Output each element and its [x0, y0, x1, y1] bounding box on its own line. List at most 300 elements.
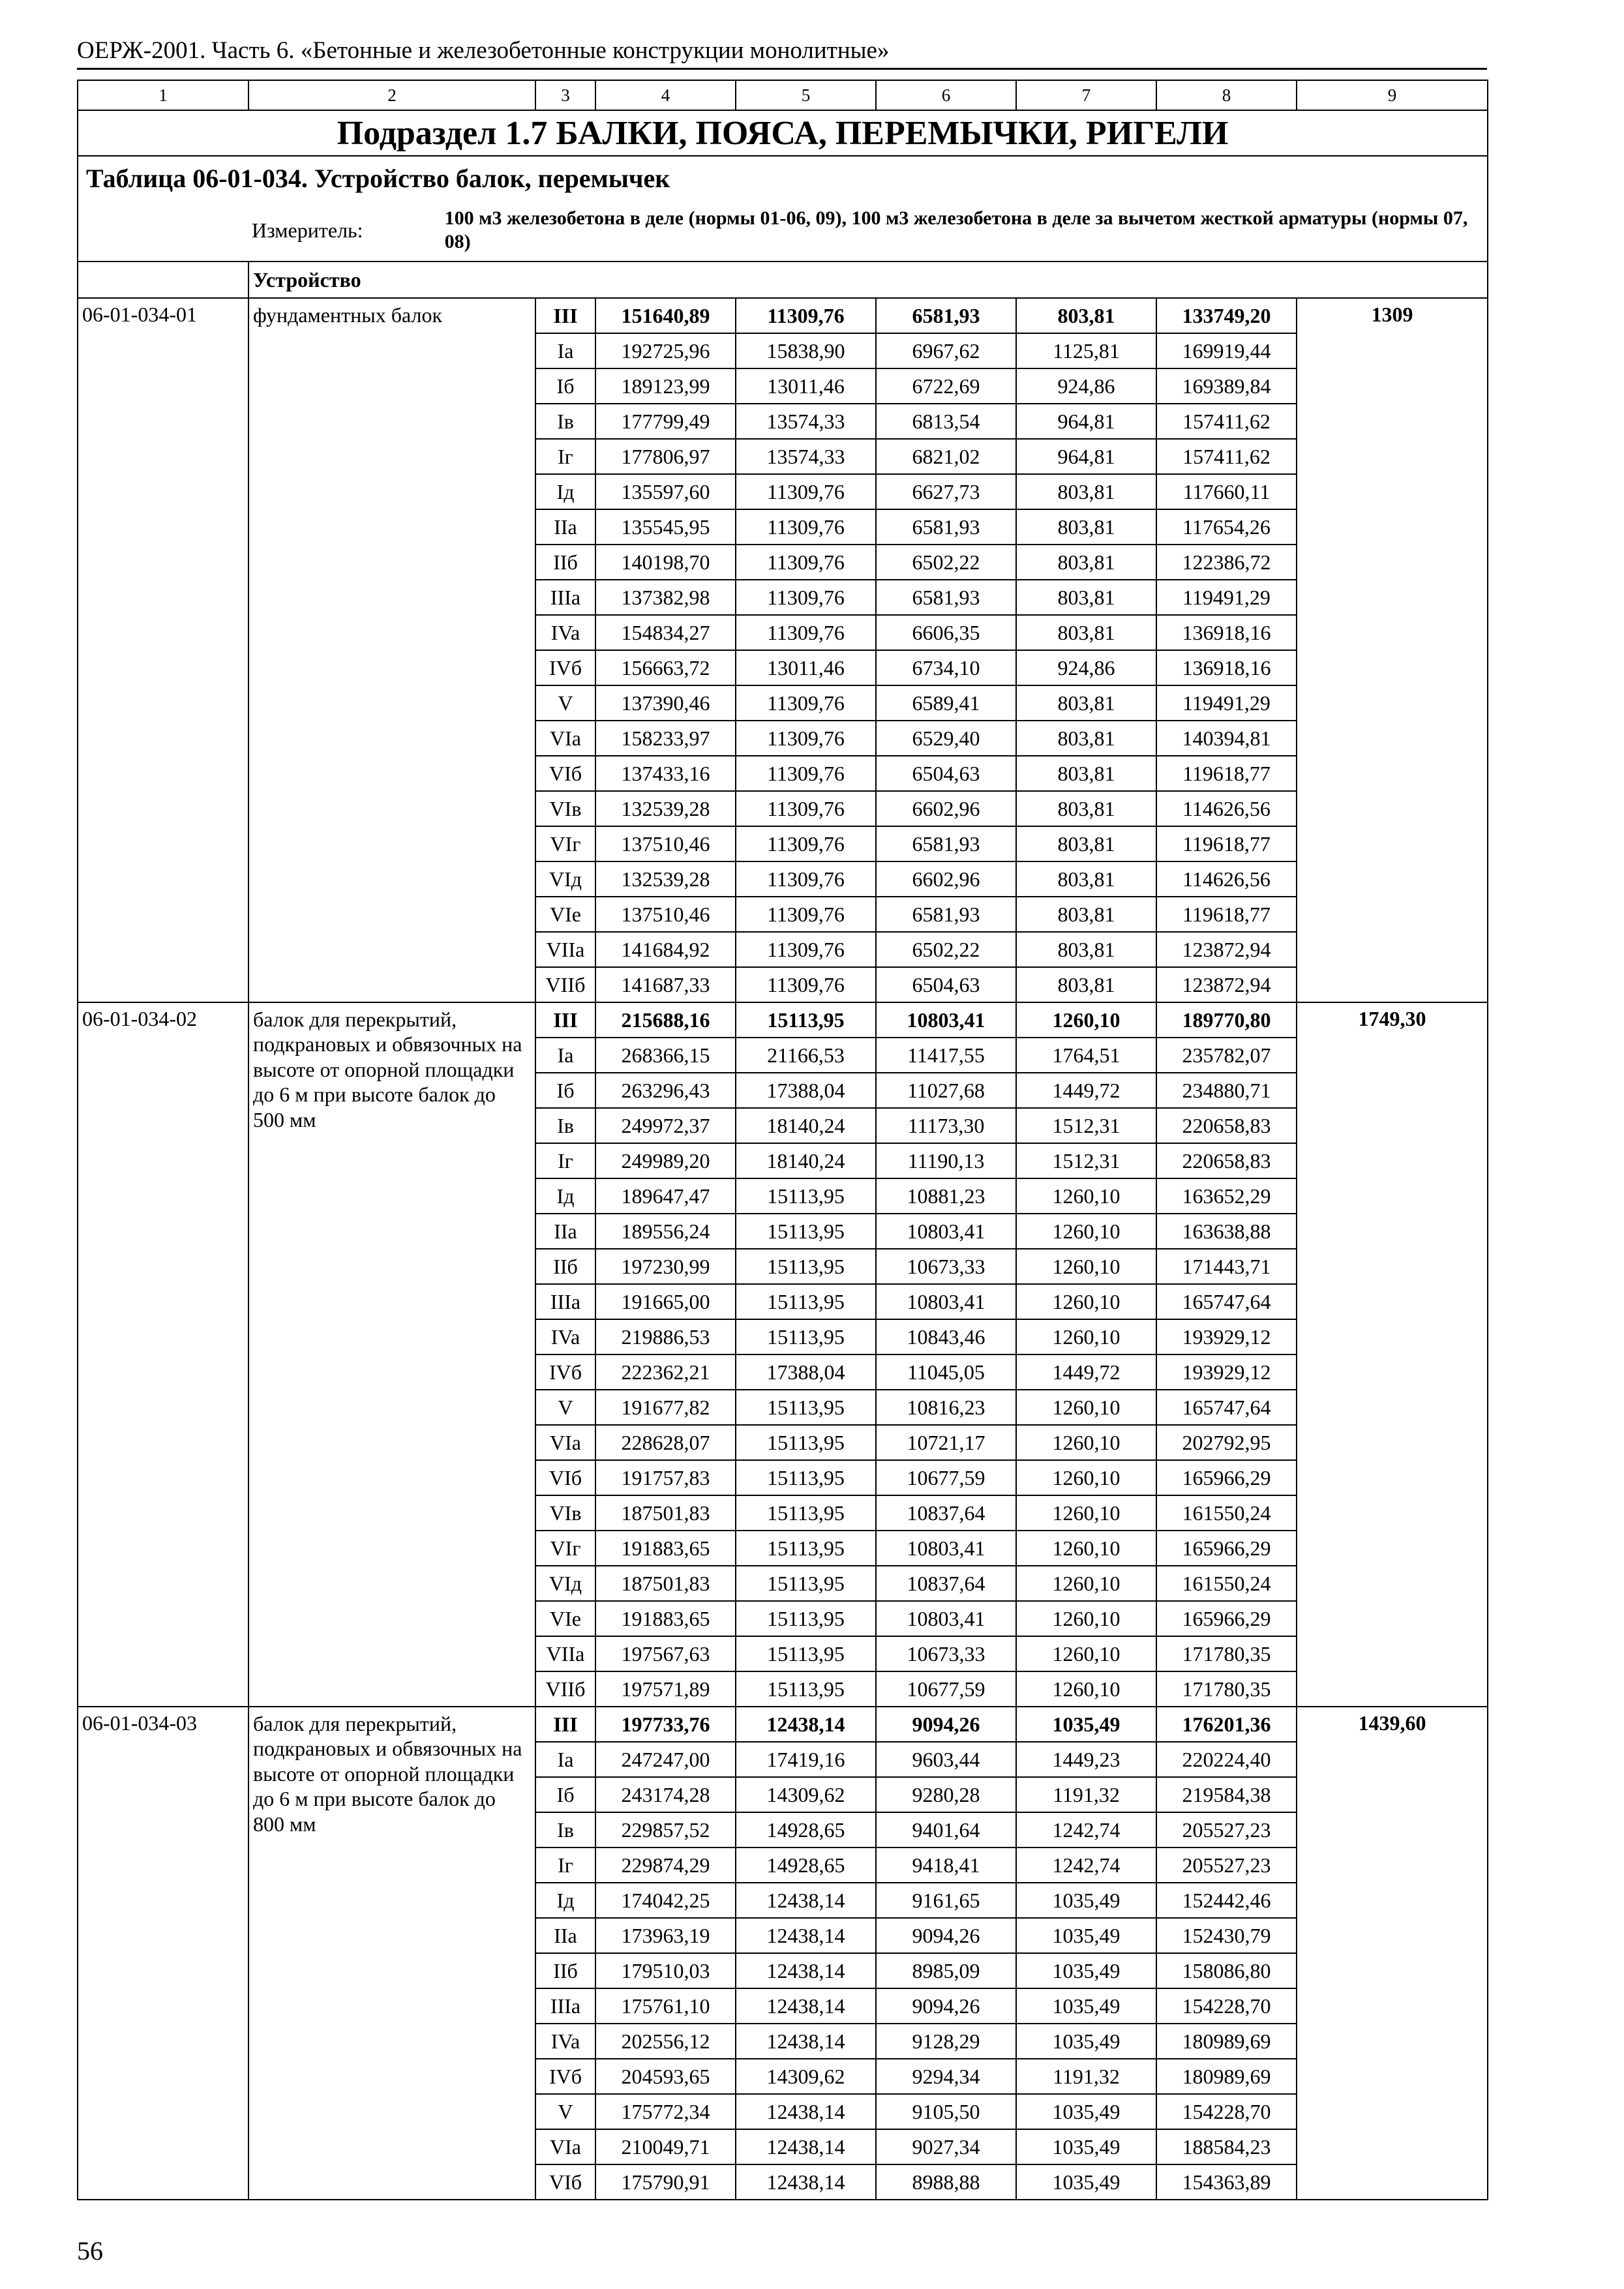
price-cell: 11045,05 [876, 1354, 1016, 1390]
price-cell: 803,81 [1016, 298, 1156, 333]
price-cell: 803,81 [1016, 932, 1156, 967]
price-cell: 141687,33 [595, 967, 736, 1002]
zone-category: VIб [535, 1460, 595, 1495]
zone-category: VIв [535, 791, 595, 826]
price-cell: 15113,95 [736, 1495, 876, 1531]
price-cell: 15113,95 [736, 1390, 876, 1425]
price-cell: 803,81 [1016, 791, 1156, 826]
price-cell: 191883,65 [595, 1601, 736, 1636]
zone-category: V [535, 685, 595, 721]
price-cell: 133749,20 [1156, 298, 1297, 333]
zone-category: VIд [535, 1566, 595, 1601]
zone-category: IIIa [535, 1284, 595, 1319]
price-cell: 119491,29 [1156, 685, 1297, 721]
price-cell: 964,81 [1016, 404, 1156, 439]
price-cell: 117654,26 [1156, 509, 1297, 545]
zone-category: IVб [535, 2059, 595, 2094]
measure-text: 100 м3 железобетона в деле (нормы 01-06, 09), 100 м3 железобетона в деле за вычетом жесткой арматуры (нормы 07, 08) [444, 207, 1468, 252]
price-cell: 137510,46 [595, 897, 736, 932]
price-cell: 10803,41 [876, 1214, 1016, 1249]
price-cell: 10881,23 [876, 1178, 1016, 1214]
price-cell: 17388,04 [736, 1073, 876, 1108]
price-cell: 171443,71 [1156, 1249, 1297, 1284]
zone-category: VIe [535, 1601, 595, 1636]
price-cell: 15113,95 [736, 1002, 876, 1038]
price-cell: 9094,26 [876, 1707, 1016, 1742]
price-cell: 9161,65 [876, 1883, 1016, 1918]
zone-category: VIг [535, 1531, 595, 1566]
price-cell: 15113,95 [736, 1214, 876, 1249]
price-cell: 10816,23 [876, 1390, 1016, 1425]
price-cell: 1260,10 [1016, 1390, 1156, 1425]
price-cell: 6589,41 [876, 685, 1016, 721]
price-cell: 1449,72 [1016, 1354, 1156, 1390]
price-cell: 123872,94 [1156, 932, 1297, 967]
price-cell: 132539,28 [595, 861, 736, 897]
zone-category: IIa [535, 1214, 595, 1249]
price-cell: 197733,76 [595, 1707, 736, 1742]
price-cell: 229874,29 [595, 1848, 736, 1883]
price-cell: 1260,10 [1016, 1002, 1156, 1038]
zone-category: IIб [535, 545, 595, 580]
price-cell: 169389,84 [1156, 368, 1297, 404]
price-cell: 12438,14 [736, 1953, 876, 1988]
price-cell: 179510,03 [595, 1953, 736, 1988]
price-cell: 157411,62 [1156, 439, 1297, 474]
price-cell: 193929,12 [1156, 1319, 1297, 1354]
zone-category: Iд [535, 1883, 595, 1918]
price-cell: 165747,64 [1156, 1284, 1297, 1319]
price-cell: 191677,82 [595, 1390, 736, 1425]
zone-category: V [535, 1390, 595, 1425]
price-cell: 10673,33 [876, 1249, 1016, 1284]
zone-category: IIIa [535, 580, 595, 615]
price-cell: 12438,14 [736, 1988, 876, 2024]
price-cell: 9105,50 [876, 2094, 1016, 2129]
price-cell: 17388,04 [736, 1354, 876, 1390]
price-cell: 15113,95 [736, 1636, 876, 1671]
price-cell: 6502,22 [876, 545, 1016, 580]
zone-category: VIa [535, 721, 595, 756]
price-cell: 11309,76 [736, 756, 876, 791]
price-cell: 21166,53 [736, 1038, 876, 1073]
zone-category: IVa [535, 1319, 595, 1354]
price-cell: 165966,29 [1156, 1460, 1297, 1495]
price-cell: 171780,35 [1156, 1636, 1297, 1671]
price-cell: 219886,53 [595, 1319, 736, 1354]
group-label: Устройство [248, 262, 1488, 298]
price-cell: 15113,95 [736, 1319, 876, 1354]
price-cell: 803,81 [1016, 756, 1156, 791]
price-cell: 803,81 [1016, 545, 1156, 580]
price-cell: 6504,63 [876, 967, 1016, 1002]
measure-label: Измеритель: [252, 218, 363, 242]
price-cell: 1449,72 [1016, 1073, 1156, 1108]
price-cell: 156663,72 [595, 650, 736, 685]
zone-category: Iд [535, 474, 595, 509]
labor-cost: 1749,30 [1297, 1002, 1488, 1707]
price-cell: 12438,14 [736, 1707, 876, 1742]
price-cell: 263296,43 [595, 1073, 736, 1108]
price-cell: 803,81 [1016, 967, 1156, 1002]
price-cell: 14309,62 [736, 1777, 876, 1812]
zone-category: VIIa [535, 932, 595, 967]
zone-category: V [535, 2094, 595, 2129]
price-cell: 136918,16 [1156, 615, 1297, 650]
price-cell: 161550,24 [1156, 1566, 1297, 1601]
price-cell: 119618,77 [1156, 756, 1297, 791]
price-cell: 202792,95 [1156, 1425, 1297, 1460]
price-cell: 187501,83 [595, 1566, 736, 1601]
zone-category: VIд [535, 861, 595, 897]
price-cell: 6722,69 [876, 368, 1016, 404]
column-number-row [78, 80, 1488, 110]
price-cell: 6581,93 [876, 509, 1016, 545]
price-cell: 137510,46 [595, 826, 736, 861]
section-title-row [78, 110, 1488, 156]
price-cell: 11309,76 [736, 967, 876, 1002]
zone-category: Iг [535, 1143, 595, 1178]
price-cell: 140198,70 [595, 545, 736, 580]
zone-category: Iд [535, 1178, 595, 1214]
norm-description: балок для перекрытий, подкрановых и обвязочных на высоте от опорной площадки до 6 м при высоте балок до 800 мм [248, 1707, 535, 2200]
price-cell: 9280,28 [876, 1777, 1016, 1812]
column-number: 6 [876, 80, 1016, 110]
price-cell: 964,81 [1016, 439, 1156, 474]
price-cell: 117660,11 [1156, 474, 1297, 509]
price-cell: 119618,77 [1156, 897, 1297, 932]
page-number: 56 [77, 2236, 103, 2266]
price-table [77, 80, 1488, 2200]
price-cell: 10837,64 [876, 1566, 1016, 1601]
price-cell: 11309,76 [736, 580, 876, 615]
price-cell: 14928,65 [736, 1848, 876, 1883]
price-cell: 1260,10 [1016, 1671, 1156, 1707]
price-cell: 15838,90 [736, 333, 876, 368]
price-cell: 803,81 [1016, 509, 1156, 545]
price-cell: 14309,62 [736, 2059, 876, 2094]
price-cell: 15113,95 [736, 1460, 876, 1495]
zone-category: IVa [535, 2024, 595, 2059]
zone-category: IIIa [535, 1988, 595, 2024]
price-cell: 12438,14 [736, 2129, 876, 2164]
zone-category: III [535, 1002, 595, 1038]
price-cell: 204593,65 [595, 2059, 736, 2094]
column-number: 8 [1156, 80, 1297, 110]
price-cell: 165966,29 [1156, 1601, 1297, 1636]
price-cell: 177806,97 [595, 439, 736, 474]
price-cell: 1191,32 [1016, 2059, 1156, 2094]
price-cell: 152430,79 [1156, 1918, 1297, 1953]
price-cell: 1449,23 [1016, 1742, 1156, 1777]
price-cell: 11173,30 [876, 1108, 1016, 1143]
price-cell: 1242,74 [1016, 1812, 1156, 1848]
price-cell: 1260,10 [1016, 1636, 1156, 1671]
price-cell: 1512,31 [1016, 1108, 1156, 1143]
zone-category: IIa [535, 1918, 595, 1953]
zone-category: VIIб [535, 967, 595, 1002]
table-row [78, 1002, 1488, 1038]
price-cell: 15113,95 [736, 1531, 876, 1566]
table-body [78, 80, 1488, 2200]
price-cell: 177799,49 [595, 404, 736, 439]
price-cell: 1035,49 [1016, 2024, 1156, 2059]
price-cell: 119618,77 [1156, 826, 1297, 861]
price-cell: 15113,95 [736, 1566, 876, 1601]
price-cell: 174042,25 [595, 1883, 736, 1918]
price-cell: 220224,40 [1156, 1742, 1297, 1777]
price-cell: 189556,24 [595, 1214, 736, 1249]
price-cell: 6581,93 [876, 298, 1016, 333]
price-cell: 11309,76 [736, 791, 876, 826]
price-cell: 6581,93 [876, 580, 1016, 615]
norm-code: 06-01-034-03 [78, 1707, 248, 2200]
price-cell: 175790,91 [595, 2164, 736, 2200]
price-cell: 6627,73 [876, 474, 1016, 509]
price-cell: 151640,89 [595, 298, 736, 333]
price-cell: 1035,49 [1016, 1988, 1156, 2024]
price-cell: 803,81 [1016, 580, 1156, 615]
price-cell: 165747,64 [1156, 1390, 1297, 1425]
measure-row [78, 200, 1488, 262]
measure-block [82, 207, 1483, 254]
price-cell: 15113,95 [736, 1425, 876, 1460]
price-cell: 9418,41 [876, 1848, 1016, 1883]
price-cell: 123872,94 [1156, 967, 1297, 1002]
price-cell: 11309,76 [736, 298, 876, 333]
price-cell: 11309,76 [736, 615, 876, 650]
price-cell: 189647,47 [595, 1178, 736, 1214]
price-cell: 1260,10 [1016, 1601, 1156, 1636]
norm-code: 06-01-034-02 [78, 1002, 248, 1707]
price-cell: 210049,71 [595, 2129, 736, 2164]
zone-category: IVa [535, 615, 595, 650]
price-cell: 192725,96 [595, 333, 736, 368]
price-cell: 9603,44 [876, 1742, 1016, 1777]
price-cell: 11309,76 [736, 897, 876, 932]
price-cell: 1512,31 [1016, 1143, 1156, 1178]
price-cell: 152442,46 [1156, 1883, 1297, 1918]
price-cell: 205527,23 [1156, 1812, 1297, 1848]
price-cell: 229857,52 [595, 1812, 736, 1848]
price-cell: 114626,56 [1156, 791, 1297, 826]
price-cell: 11309,76 [736, 545, 876, 580]
price-cell: 219584,38 [1156, 1777, 1297, 1812]
price-cell: 197230,99 [595, 1249, 736, 1284]
price-cell: 11309,76 [736, 826, 876, 861]
price-cell: 10843,46 [876, 1319, 1016, 1354]
price-cell: 1125,81 [1016, 333, 1156, 368]
price-cell: 1035,49 [1016, 1707, 1156, 1742]
table-row [78, 298, 1488, 333]
price-cell: 122386,72 [1156, 545, 1297, 580]
price-cell: 803,81 [1016, 474, 1156, 509]
price-cell: 10677,59 [876, 1460, 1016, 1495]
price-cell: 12438,14 [736, 2024, 876, 2059]
price-cell: 222362,21 [595, 1354, 736, 1390]
price-cell: 10721,17 [876, 1425, 1016, 1460]
price-cell: 10677,59 [876, 1671, 1016, 1707]
price-cell: 13011,46 [736, 650, 876, 685]
price-cell: 9094,26 [876, 1918, 1016, 1953]
price-cell: 1035,49 [1016, 2164, 1156, 2200]
section-title: Подраздел 1.7 БАЛКИ, ПОЯСА, ПЕРЕМЫЧКИ, РИГЕЛИ [78, 110, 1488, 156]
price-cell: 11309,76 [736, 721, 876, 756]
norm-code: 06-01-034-01 [78, 298, 248, 1002]
price-cell: 8985,09 [876, 1953, 1016, 1988]
table-title-row [78, 156, 1488, 200]
price-cell: 197567,63 [595, 1636, 736, 1671]
price-cell: 1260,10 [1016, 1531, 1156, 1566]
price-cell: 268366,15 [595, 1038, 736, 1073]
price-cell: 140394,81 [1156, 721, 1297, 756]
price-cell: 1242,74 [1016, 1848, 1156, 1883]
zone-category: Iг [535, 439, 595, 474]
price-cell: 157411,62 [1156, 404, 1297, 439]
price-cell: 11309,76 [736, 932, 876, 967]
zone-category: III [535, 1707, 595, 1742]
group-label-row [78, 262, 1488, 298]
zone-category: Iб [535, 1777, 595, 1812]
price-cell: 1260,10 [1016, 1495, 1156, 1531]
price-cell: 18140,24 [736, 1143, 876, 1178]
price-cell: 191757,83 [595, 1460, 736, 1495]
price-cell: 10837,64 [876, 1495, 1016, 1531]
price-cell: 1260,10 [1016, 1460, 1156, 1495]
price-cell: 15113,95 [736, 1284, 876, 1319]
price-cell: 154228,70 [1156, 2094, 1297, 2129]
zone-category: III [535, 298, 595, 333]
labor-cost: 1309 [1297, 298, 1488, 1002]
price-cell: 175772,34 [595, 2094, 736, 2129]
price-cell: 163638,88 [1156, 1214, 1297, 1249]
price-cell: 202556,12 [595, 2024, 736, 2059]
price-cell: 11309,76 [736, 474, 876, 509]
price-cell: 6734,10 [876, 650, 1016, 685]
price-cell: 235782,07 [1156, 1038, 1297, 1073]
price-cell: 165966,29 [1156, 1531, 1297, 1566]
zone-category: Iб [535, 368, 595, 404]
price-cell: 6602,96 [876, 861, 1016, 897]
price-cell: 924,86 [1016, 650, 1156, 685]
price-cell: 803,81 [1016, 861, 1156, 897]
price-cell: 180989,69 [1156, 2024, 1297, 2059]
price-cell: 1035,49 [1016, 2094, 1156, 2129]
price-cell: 12438,14 [736, 2094, 876, 2129]
price-cell: 10803,41 [876, 1284, 1016, 1319]
column-number: 2 [248, 80, 535, 110]
zone-category: Ia [535, 1742, 595, 1777]
zone-category: VIIб [535, 1671, 595, 1707]
price-cell: 1260,10 [1016, 1178, 1156, 1214]
price-cell: 228628,07 [595, 1425, 736, 1460]
price-cell: 6602,96 [876, 791, 1016, 826]
price-cell: 11309,76 [736, 861, 876, 897]
price-cell: 141684,92 [595, 932, 736, 967]
zone-category: VIв [535, 1495, 595, 1531]
zone-category: IIб [535, 1249, 595, 1284]
price-cell: 197571,89 [595, 1671, 736, 1707]
column-number: 5 [736, 80, 876, 110]
price-cell: 180989,69 [1156, 2059, 1297, 2094]
norm-description: балок для перекрытий, подкрановых и обвязочных на высоте от опорной площадки до 6 м при высоте балок до 500 мм [248, 1002, 535, 1707]
zone-category: Iв [535, 404, 595, 439]
price-cell: 6502,22 [876, 932, 1016, 967]
price-cell: 247247,00 [595, 1742, 736, 1777]
zone-category: Ia [535, 1038, 595, 1073]
price-cell: 137382,98 [595, 580, 736, 615]
zone-category: IVб [535, 1354, 595, 1390]
column-number: 4 [595, 80, 736, 110]
price-cell: 803,81 [1016, 721, 1156, 756]
price-cell: 137433,16 [595, 756, 736, 791]
column-number: 3 [535, 80, 595, 110]
price-cell: 132539,28 [595, 791, 736, 826]
price-cell: 11417,55 [876, 1038, 1016, 1073]
price-cell: 15113,95 [736, 1601, 876, 1636]
price-cell: 15113,95 [736, 1249, 876, 1284]
price-cell: 161550,24 [1156, 1495, 1297, 1531]
price-cell: 205527,23 [1156, 1848, 1297, 1883]
price-cell: 12438,14 [736, 1918, 876, 1953]
zone-category: VIIa [535, 1636, 595, 1671]
price-cell: 6581,93 [876, 897, 1016, 932]
price-cell: 6967,62 [876, 333, 1016, 368]
price-cell: 163652,29 [1156, 1178, 1297, 1214]
price-cell: 10803,41 [876, 1601, 1016, 1636]
zone-category: VIa [535, 2129, 595, 2164]
price-cell: 189123,99 [595, 368, 736, 404]
price-cell: 803,81 [1016, 826, 1156, 861]
price-cell: 249972,37 [595, 1108, 736, 1143]
table-title: Таблица 06-01-034. Устройство балок, перемычек [78, 156, 1488, 200]
price-cell: 6529,40 [876, 721, 1016, 756]
price-cell: 1260,10 [1016, 1425, 1156, 1460]
price-cell: 220658,83 [1156, 1143, 1297, 1178]
price-cell: 188584,23 [1156, 2129, 1297, 2164]
price-cell: 169919,44 [1156, 333, 1297, 368]
zone-category: IVб [535, 650, 595, 685]
price-cell: 1035,49 [1016, 2129, 1156, 2164]
price-cell: 803,81 [1016, 615, 1156, 650]
price-cell: 171780,35 [1156, 1671, 1297, 1707]
price-cell: 158086,80 [1156, 1953, 1297, 1988]
price-cell: 137390,46 [595, 685, 736, 721]
price-cell: 191665,00 [595, 1284, 736, 1319]
price-cell: 135597,60 [595, 474, 736, 509]
price-cell: 173963,19 [595, 1918, 736, 1953]
price-cell: 12438,14 [736, 1883, 876, 1918]
price-cell: 13574,33 [736, 439, 876, 474]
header-divider [77, 68, 1487, 70]
price-cell: 15113,95 [736, 1178, 876, 1214]
price-cell: 10803,41 [876, 1531, 1016, 1566]
price-cell: 6504,63 [876, 756, 1016, 791]
zone-category: VIг [535, 826, 595, 861]
column-number: 9 [1297, 80, 1488, 110]
price-cell: 1260,10 [1016, 1319, 1156, 1354]
price-cell: 1260,10 [1016, 1249, 1156, 1284]
price-cell: 15113,95 [736, 1671, 876, 1707]
zone-category: Iб [535, 1073, 595, 1108]
price-cell: 1260,10 [1016, 1566, 1156, 1601]
price-cell: 158233,97 [595, 721, 736, 756]
price-cell: 11309,76 [736, 685, 876, 721]
price-cell: 215688,16 [595, 1002, 736, 1038]
price-cell: 191883,65 [595, 1531, 736, 1566]
price-cell: 1260,10 [1016, 1214, 1156, 1249]
price-cell: 234880,71 [1156, 1073, 1297, 1108]
